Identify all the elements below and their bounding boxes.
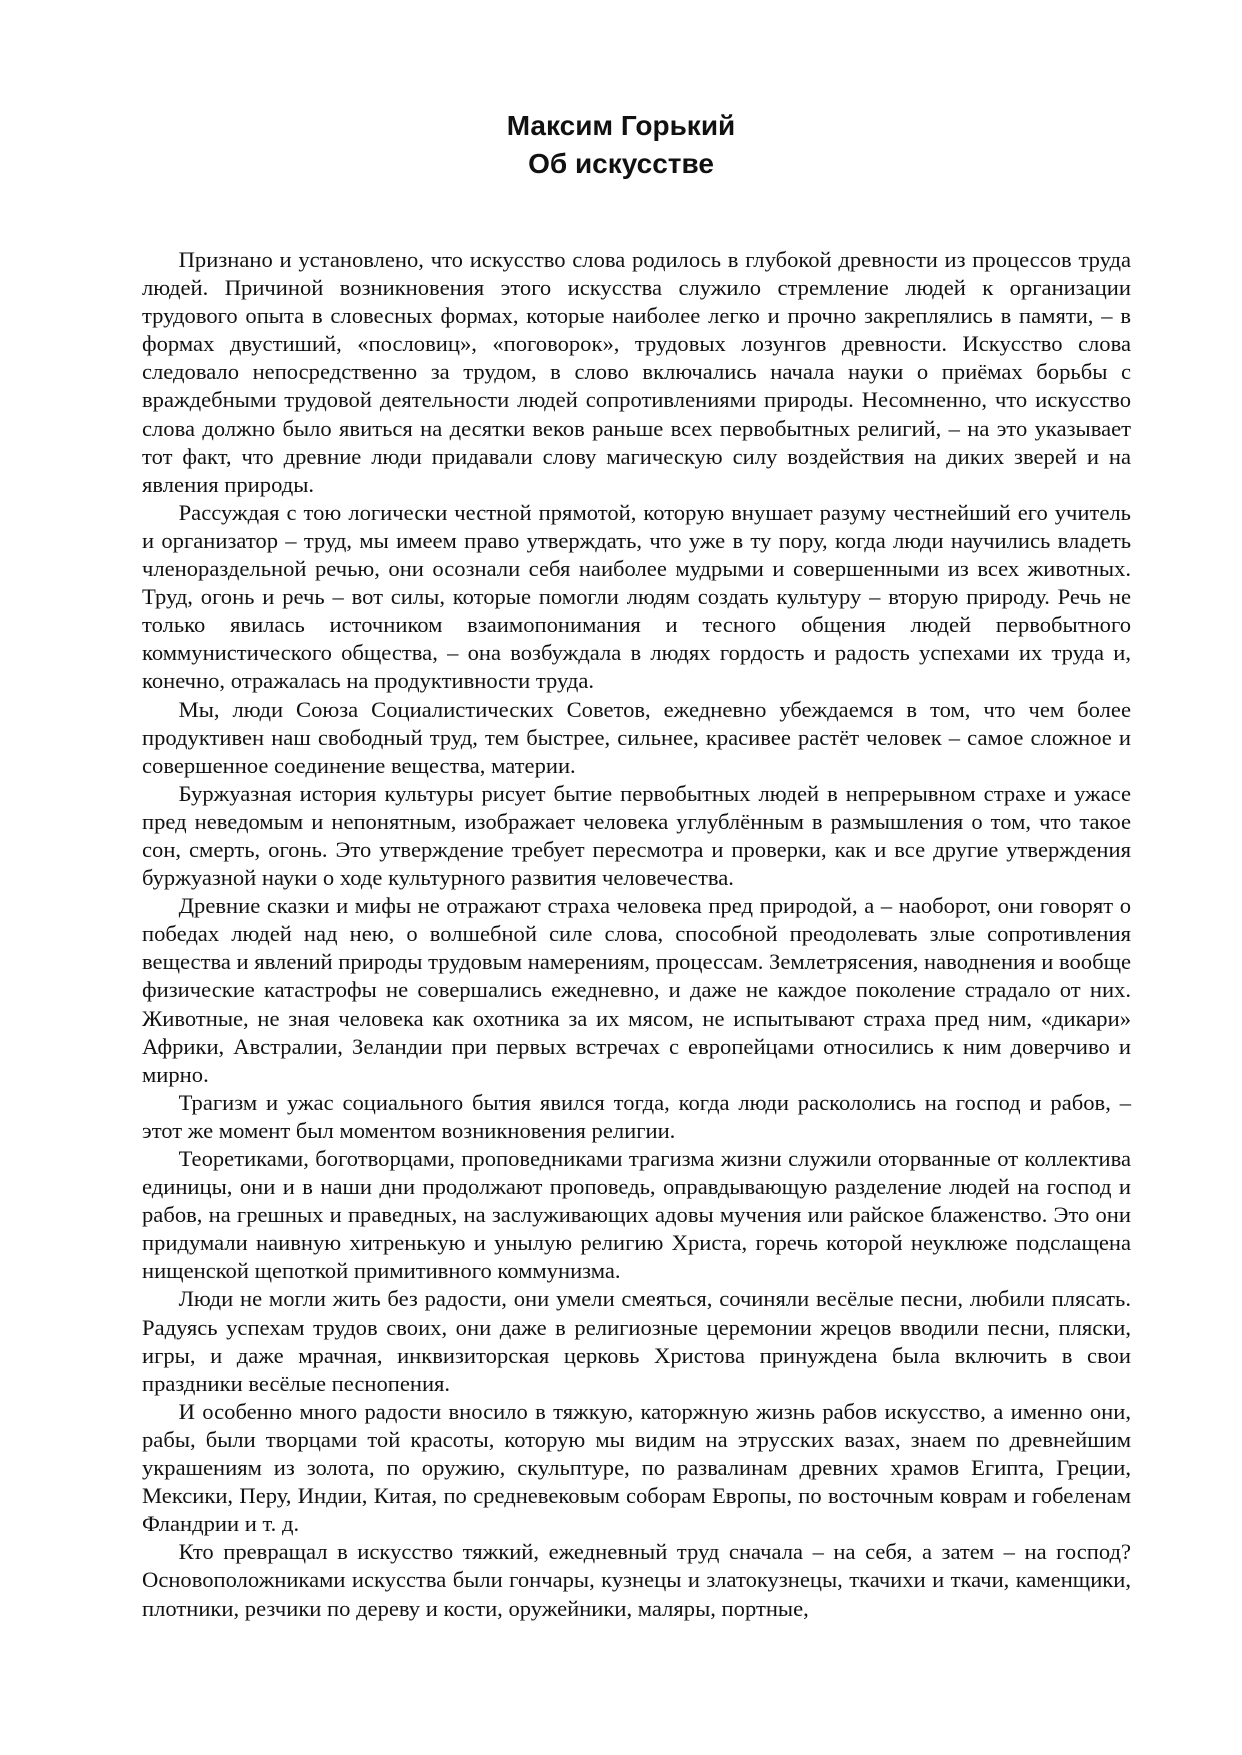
paragraph: Рассуждая с тою логически честной прямотой, которую внушает разуму честнейший его учитель и организатор – труд, мы имеем право утверждать, что уже в ту пору, когда люди научились владеть членораздельной речью, они осознали себя наиболее мудрыми и совершенными из всех животных. Труд, огонь и речь – вот силы, которые помогли людям создать культуру – вторую природу. Речь не только явилась источником взаимопонимания и тесного общения людей первобытного коммунистического общества, – она возбуждала в людях гордость и радость успехами их труда и, конечно, отражалась на продуктивности труда. bbox=[142, 499, 1131, 694]
paragraph: Кто превращал в искусство тяжкий, ежедневный труд сначала – на себя, а затем – на господ? Основоположниками искусства были гончары, кузнецы и златокузнецы, ткачихи и ткачи, каменщики, плотники, резчики по дереву и кости, оружейники, маляры, портные, bbox=[142, 1539, 1131, 1621]
body-text bbox=[142, 246, 1131, 1623]
paragraph: Теоретиками, боготворцами, проповедниками трагизма жизни служили оторванные от коллектива единицы, они и в наши дни продолжают проповедь, оправдывающую разделение людей на господ и рабов, на грешных и праведных, на заслуживающих адовы мучения или райское блаженство. Это они придумали наивную хитренькую и унылую религию Христа, горечь которой неуклюже подслащена нищенской щепоткой примитивного коммунизма. bbox=[142, 1146, 1131, 1284]
paragraph: Трагизм и ужас социального бытия явился тогда, когда люди раскололись на господ и рабов, – этот же момент был моментом возникновения религии. bbox=[142, 1089, 1131, 1143]
author-name: Максим Горький bbox=[506, 110, 736, 141]
paragraph: Признано и установлено, что искусство слова родилось в глубокой древности из процессов труда людей. Причиной возникновения этого искусства служило стремление людей к организации трудового опыта в словесных формах, которые наиболее легко и прочно закреплялись в памяти, – в формах двустиший, «пословиц», «поговорок», трудовых лозунгов древности. Искусство слова следовало непосредственно за трудом, в слово включались начала науки о приёмах борьбы с враждебными трудовой деятельности людей сопротивлениями природы. Несомненно, что искусство слова должно было явиться на десятки веков раньше всех первобытных религий, – на это указывает тот факт, что древние люди придавали слову магическую силу воздействия на диких зверей и на явления природы. bbox=[142, 247, 1131, 497]
title-block bbox=[0, 107, 1242, 183]
paragraph: Буржуазная история культуры рисует бытие первобытных людей в непрерывном страхе и ужасе пред неведомым и непонятным, изображает человека углублённым в размышления о том, что такое сон, смерть, огонь. Это утверждение требует пересмотра и проверки, как и все другие утверждения буржуазной науки о ходе культурного развития человечества. bbox=[142, 780, 1131, 891]
paragraph: Мы, люди Союза Социалистических Советов, ежедневно убеждаемся в том, что чем более продуктивен наш свободный труд, тем быстрее, сильнее, красивее растёт человек – самое сложное и совершенное соединение вещества, материи. bbox=[142, 696, 1131, 778]
page-title: Об искусстве bbox=[528, 148, 714, 179]
paragraph: Люди не могли жить без радости, они умели смеяться, сочиняли весёлые песни, любили плясать. Радуясь успехам трудов своих, они даже в религиозные церемонии жрецов вводили песни, пляски, игры, и даже мрачная, инквизиторская церковь Христова принуждена была включить в свои праздники весёлые песнопения. bbox=[142, 1286, 1131, 1396]
paragraph: И особенно много радости вносило в тяжкую, каторжную жизнь рабов искусство, а именно они, рабы, были творцами той красоты, которую мы видим на этрусских вазах, знаем по древнейшим украшениям из золота, по оружию, скульптуре, по развалинам древних храмов Египта, Греции, Мексики, Перу, Индии, Китая, по средневековым соборам Европы, по восточным коврам и гобеленам Фландрии и т. д. bbox=[142, 1398, 1131, 1537]
paragraph: Древние сказки и мифы не отражают страха человека пред природой, а – наоборот, они говорят о победах людей над нею, о волшебной силе слова, способной преодолевать злые сопротивления вещества и явлений природы трудовым намерениям, процессам. Землетрясения, наводнения и вообще физические катастрофы не совершались ежедневно, и даже не каждое поколение страдало от них. Животные, не зная человека как охотника за их мясом, не испытывают страха пред ним, «дикари» Африки, Австралии, Зеландии при первых встречах с европейцами относились к ним доверчиво и мирно. bbox=[142, 893, 1131, 1087]
